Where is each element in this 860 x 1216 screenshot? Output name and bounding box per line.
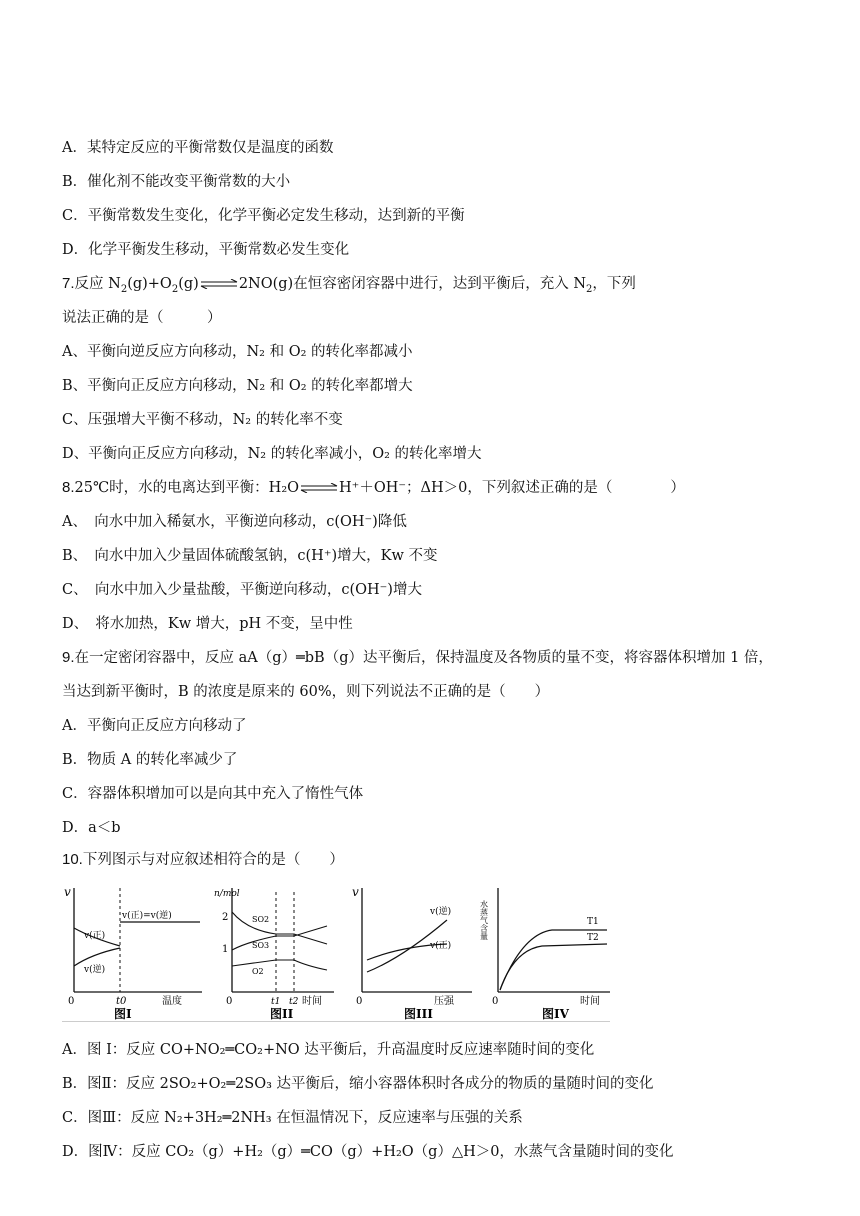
q7-stem-pre: 反应 N	[74, 276, 121, 292]
q8-option-d: D、 将水加热，Kw 增大，pH 不变，呈中性	[62, 616, 353, 632]
q9-option-c: C．容器体积增加可以是向其中充入了惰性气体	[62, 786, 364, 802]
q6-option-b: B．催化剂不能改变平衡常数的大小	[62, 174, 291, 190]
fig2-so2-label: SO2	[252, 915, 270, 924]
q10-option-d: D．图Ⅳ：反应 CO₂（g）+H₂（g）═CO（g）+H₂O（g）△H＞0，水蒸气含量随时间的变化	[62, 1144, 674, 1160]
q7-sub1: 2	[120, 283, 128, 295]
fig1-origin: 0	[68, 996, 75, 1007]
fig2-tick-1: 1	[222, 944, 229, 955]
q7-stem-mid1: (g)+O	[127, 276, 172, 292]
q8-option-a: A、 向水中加入稀氨水，平衡逆向移动，c(OH⁻)降低	[62, 514, 407, 530]
q8-stem	[62, 478, 685, 498]
q6-option-d: D．化学平衡发生移动，平衡常数必发生变化	[62, 242, 350, 258]
figure-divider	[62, 1021, 610, 1022]
figure-2	[214, 888, 334, 1020]
fig2-o2-curve	[232, 960, 327, 970]
q6-option-c: C．平衡常数发生变化，化学平衡必定发生移动，达到新的平衡	[62, 208, 465, 224]
fig1-rev-curve	[74, 948, 120, 966]
q10-option-c: C．图Ⅲ：反应 N₂+3H₂═2NH₃ 在恒温情况下，反应速率与压强的关系	[62, 1110, 523, 1126]
fig3-rev-label: v(逆)	[430, 907, 452, 917]
q7-option-a: A、平衡向逆反应方向移动，N₂ 和 O₂ 的转化率都减小	[62, 344, 413, 360]
fig3-origin: 0	[356, 996, 363, 1007]
q8-stem-post: H⁺＋OH⁻；ΔH＞0，下列叙述正确的是（ ）	[339, 480, 685, 496]
fig2-y-label: n/mol	[214, 889, 240, 899]
fig2-so2-curve	[232, 912, 327, 944]
q7-option-d: D、平衡向正反应方向移动，N₂ 的转化率减小，O₂ 的转化率增大	[62, 446, 482, 462]
fig2-so3-label: SO3	[252, 941, 270, 950]
fig2-caption: 图II	[270, 1007, 294, 1020]
q9-stem-line2: 当达到新平衡时，B 的浓度是原来的 60%，则下列说法不正确的是（ ）	[62, 684, 550, 700]
q10-option-a: A．图 I：反应 CO+NO₂═CO₂+NO 达平衡后，升高温度时反应速率随时间的变化	[62, 1042, 595, 1058]
q9-stem1: 在一定密闭容器中，反应 aA（g）═bB（g）达平衡后，保持温度及各物质的量不变，将容器体积增加 1 倍，	[74, 650, 773, 666]
q7-number: 7.	[62, 275, 75, 292]
q9-option-b: B．物质 A 的转化率减少了	[62, 752, 238, 768]
q7-stem-mid3: 2NO(g)在恒容密闭容器中进行，达到平衡后，充入 N	[238, 276, 587, 292]
fig1-t0-label: t0	[116, 996, 127, 1007]
fig4-t2-label: T2	[587, 933, 599, 943]
q8-option-c: C、 向水中加入少量盐酸，平衡逆向移动，c(OH⁻)增大	[62, 582, 422, 598]
fig1-eq-label: v(正)=v(逆)	[122, 911, 172, 921]
fig4-caption: 图IV	[542, 1007, 569, 1020]
figure-4	[480, 888, 611, 1020]
fig1-x-label: 温度	[162, 996, 182, 1007]
fig2-t2-label: t2	[289, 997, 299, 1007]
q8-stem-pre: 25℃时，水的电离达到平衡：H₂O	[74, 480, 300, 496]
fig4-t1-label: T1	[587, 917, 599, 927]
q7-stem-mid2: (g)	[178, 276, 199, 292]
q9-stem-line1	[62, 648, 773, 668]
q9-option-d: D．a＜b	[62, 820, 121, 836]
figures-svg	[62, 880, 612, 1020]
q9-number: 9.	[62, 649, 75, 666]
fig1-rev-label: v(逆)	[84, 965, 106, 975]
fig4-y-label: 水蒸气含量	[479, 900, 489, 940]
q7-stem-end: ，下列	[592, 276, 636, 292]
q10-figures	[62, 880, 612, 1020]
equilibrium-arrow-icon	[199, 279, 239, 289]
fig3-y-label: v	[352, 885, 359, 899]
figure-1	[64, 885, 202, 1020]
q10-stem-text: 下列图示与对应叙述相符合的是（ ）	[82, 852, 344, 868]
q10-stem	[62, 850, 344, 870]
q9-option-a: A．平衡向正反应方向移动了	[62, 718, 247, 734]
fig3-x-label: 压强	[434, 996, 454, 1007]
fig2-t1-label: t1	[271, 997, 281, 1007]
q8-option-b: B、 向水中加入少量固体硫酸氢钠，c(H⁺)增大，Kw 不变	[62, 548, 438, 564]
q10-option-b: B．图Ⅱ：反应 2SO₂+O₂═2SO₃ 达平衡后，缩小容器体积时各成分的物质的量随时间的变化	[62, 1076, 654, 1092]
q7-option-c: C、压强增大平衡不移动，N₂ 的转化率不变	[62, 412, 343, 428]
fig4-origin: 0	[492, 996, 499, 1007]
fig1-y-label: v	[64, 885, 71, 899]
q10-number: 10.	[62, 851, 83, 868]
q7-sub2: 2	[171, 283, 179, 295]
fig2-tick-2: 2	[222, 912, 229, 923]
q7-stem-line2: 说法正确的是（ ）	[62, 310, 222, 326]
fig2-so3-curve	[232, 926, 327, 950]
fig4-x-label: 时间	[580, 996, 600, 1007]
fig1-caption: 图I	[114, 1007, 132, 1020]
q6-option-a: A．某特定反应的平衡常数仅是温度的函数	[62, 140, 334, 156]
fig2-o2-label: O2	[252, 967, 264, 976]
q7-sub3: 2	[586, 283, 593, 295]
fig3-fwd-label: v(正)	[430, 941, 452, 951]
figure-3	[352, 885, 472, 1020]
q7-stem	[62, 274, 636, 300]
fig2-x-label: 时间	[302, 996, 322, 1007]
fig2-origin: 0	[226, 996, 233, 1007]
equilibrium-arrow-icon	[299, 483, 339, 493]
fig1-fwd-label: v(正)	[84, 931, 106, 941]
q8-number: 8.	[62, 479, 75, 496]
fig4-t2-curve	[500, 944, 607, 990]
fig3-caption: 图III	[404, 1007, 433, 1020]
q7-option-b: B、平衡向正反应方向移动，N₂ 和 O₂ 的转化率都增大	[62, 378, 413, 394]
